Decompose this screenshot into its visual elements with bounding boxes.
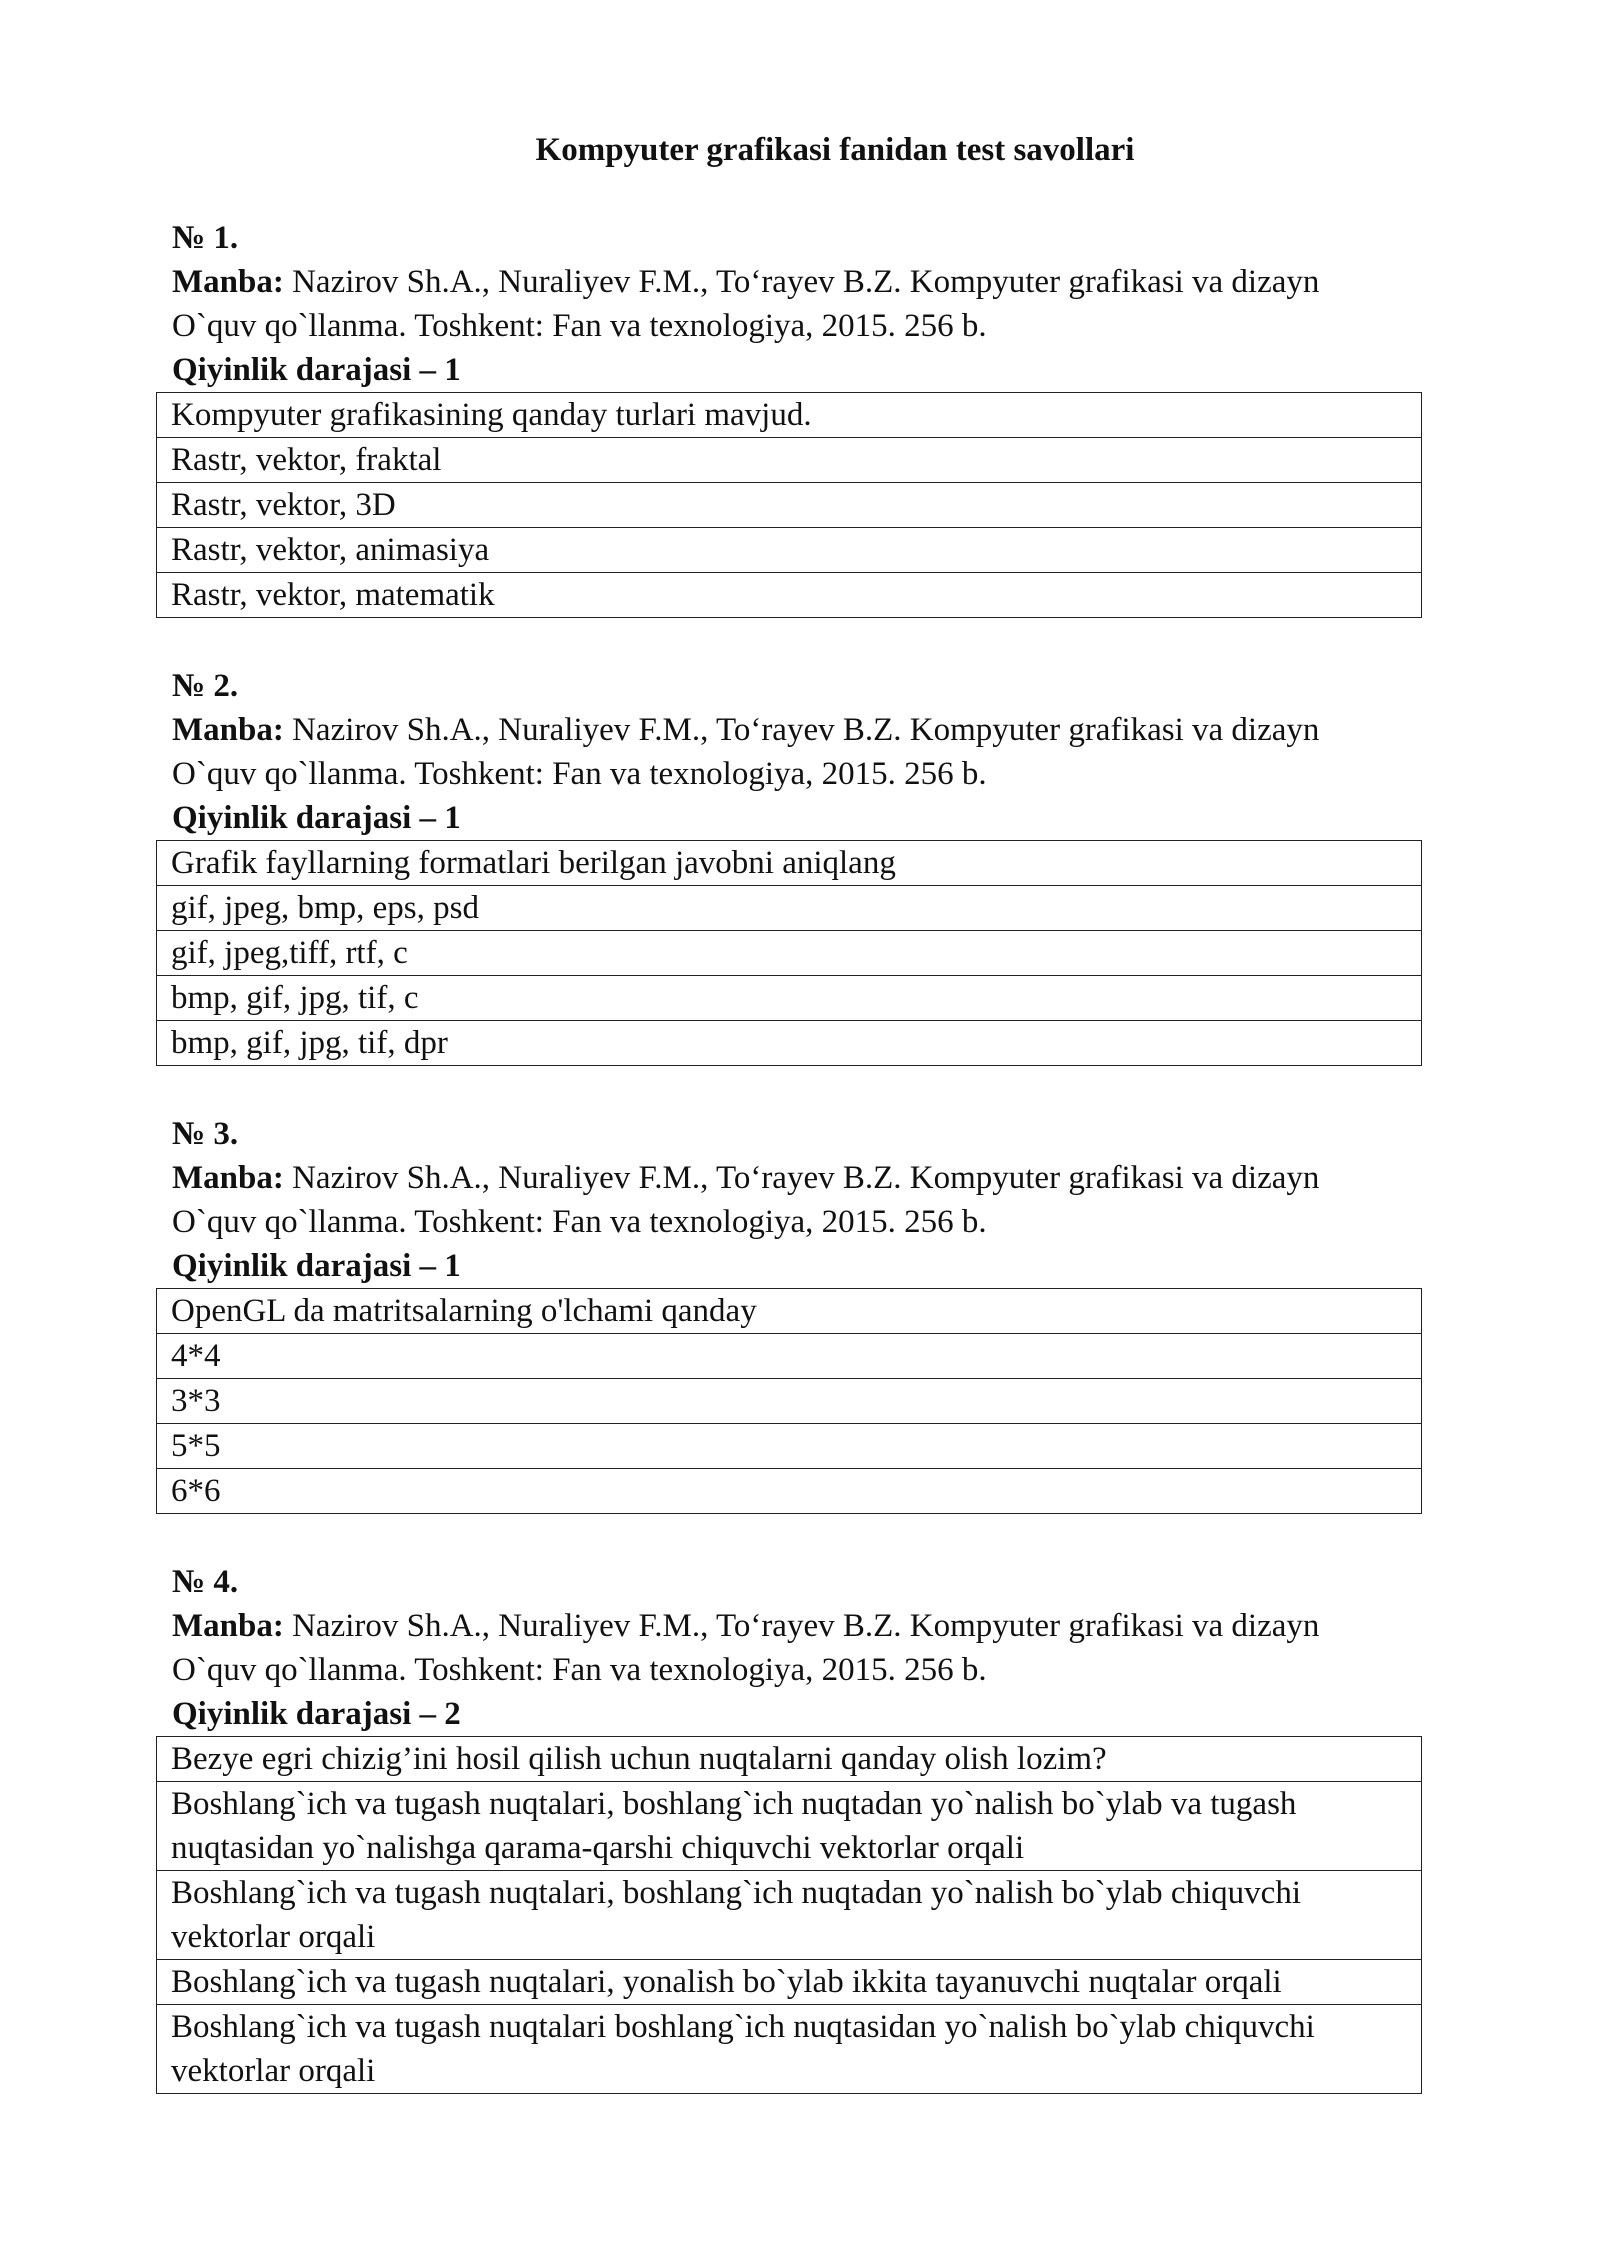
question-number: № 1. <box>172 220 239 256</box>
question-number: № 4. <box>172 1564 239 1600</box>
source-label: Manba: <box>172 1160 284 1196</box>
difficulty-label: Qiyinlik darajasi – 1 <box>172 800 461 836</box>
source-line-2: O`quv qo`llanma. Toshkent: Fan va texnologiya, 2015. 256 b. <box>172 308 987 344</box>
source-text: Nazirov Sh.A., Nuraliyev F.M., To‘rayev B.Z. Kompyuter grafikasi va dizayn <box>292 1160 1320 1196</box>
source-text: Nazirov Sh.A., Nuraliyev F.M., To‘rayev B.Z. Kompyuter grafikasi va dizayn <box>292 1608 1320 1644</box>
answer-option: Boshlang`ich va tugash nuqtalari, boshlang`ich nuqtadan yo`nalish bo`ylab chiquvchi vektorlar orqali <box>157 1871 1422 1960</box>
source-label: Manba: <box>172 712 284 748</box>
source-line-2: O`quv qo`llanma. Toshkent: Fan va texnologiya, 2015. 256 b. <box>172 1204 987 1240</box>
source-line <box>172 260 1512 304</box>
question-text: Grafik fayllarning formatlari berilgan javobni aniqlang <box>157 841 1422 886</box>
question-number: № 3. <box>172 1116 239 1152</box>
question-text: OpenGL da matritsalarning o'lchami qanday <box>157 1289 1422 1334</box>
source-text: Nazirov Sh.A., Nuraliyev F.M., To‘rayev B.Z. Kompyuter grafikasi va dizayn <box>292 264 1320 300</box>
answer-option: Rastr, vektor, matematik <box>157 573 1422 618</box>
source-text: Nazirov Sh.A., Nuraliyev F.M., To‘rayev B.Z. Kompyuter grafikasi va dizayn <box>292 712 1320 748</box>
answer-option: Rastr, vektor, 3D <box>157 483 1422 528</box>
question-text: Bezye egri chizig’ini hosil qilish uchun nuqtalarni qanday olish lozim? <box>157 1737 1422 1782</box>
source-line <box>172 1604 1512 1648</box>
question-block-4 <box>172 1560 1512 2094</box>
answer-option: bmp, gif, jpg, tif, c <box>157 976 1422 1021</box>
answer-option: gif, jpeg, bmp, eps, psd <box>157 886 1422 931</box>
question-table <box>156 392 1422 618</box>
document-title: Kompyuter grafikasi fanidan test savollari <box>535 132 1135 168</box>
difficulty-label: Qiyinlik darajasi – 1 <box>172 1248 461 1284</box>
question-table <box>156 1736 1422 2094</box>
answer-option: Rastr, vektor, fraktal <box>157 438 1422 483</box>
source-label: Manba: <box>172 1608 284 1644</box>
answer-option: gif, jpeg,tiff, rtf, c <box>157 931 1422 976</box>
difficulty-label: Qiyinlik darajasi – 2 <box>172 1696 461 1732</box>
source-line-2: O`quv qo`llanma. Toshkent: Fan va texnologiya, 2015. 256 b. <box>172 756 987 792</box>
question-table <box>156 1288 1422 1514</box>
question-block-2 <box>172 664 1512 1066</box>
question-table <box>156 840 1422 1066</box>
source-line <box>172 708 1512 752</box>
answer-option: 3*3 <box>157 1379 1422 1424</box>
source-label: Manba: <box>172 264 284 300</box>
question-block-3 <box>172 1112 1512 1514</box>
source-line-2: O`quv qo`llanma. Toshkent: Fan va texnologiya, 2015. 256 b. <box>172 1652 987 1688</box>
answer-option: Boshlang`ich va tugash nuqtalari, boshlang`ich nuqtadan yo`nalish bo`ylab va tugash nuqtasidan yo`nalishga qarama-qarshi chiquvchi vektorlar orqali <box>157 1782 1422 1871</box>
answer-option: 5*5 <box>157 1424 1422 1469</box>
question-block-1 <box>172 216 1512 618</box>
answer-option: Boshlang`ich va tugash nuqtalari boshlang`ich nuqtasidan yo`nalish bo`ylab chiquvchi vektorlar orqali <box>157 2005 1422 2094</box>
answer-option: 4*4 <box>157 1334 1422 1379</box>
answer-option: 6*6 <box>157 1469 1422 1514</box>
source-line <box>172 1156 1512 1200</box>
answer-option: bmp, gif, jpg, tif, dpr <box>157 1021 1422 1066</box>
difficulty-label: Qiyinlik darajasi – 1 <box>172 352 461 388</box>
document-page <box>172 120 1512 2140</box>
answer-option: Boshlang`ich va tugash nuqtalari, yonalish bo`ylab ikkita tayanuvchi nuqtalar orqali <box>157 1960 1422 2005</box>
answer-option: Rastr, vektor, animasiya <box>157 528 1422 573</box>
question-text: Kompyuter grafikasining qanday turlari mavjud. <box>157 393 1422 438</box>
question-number: № 2. <box>172 668 239 704</box>
